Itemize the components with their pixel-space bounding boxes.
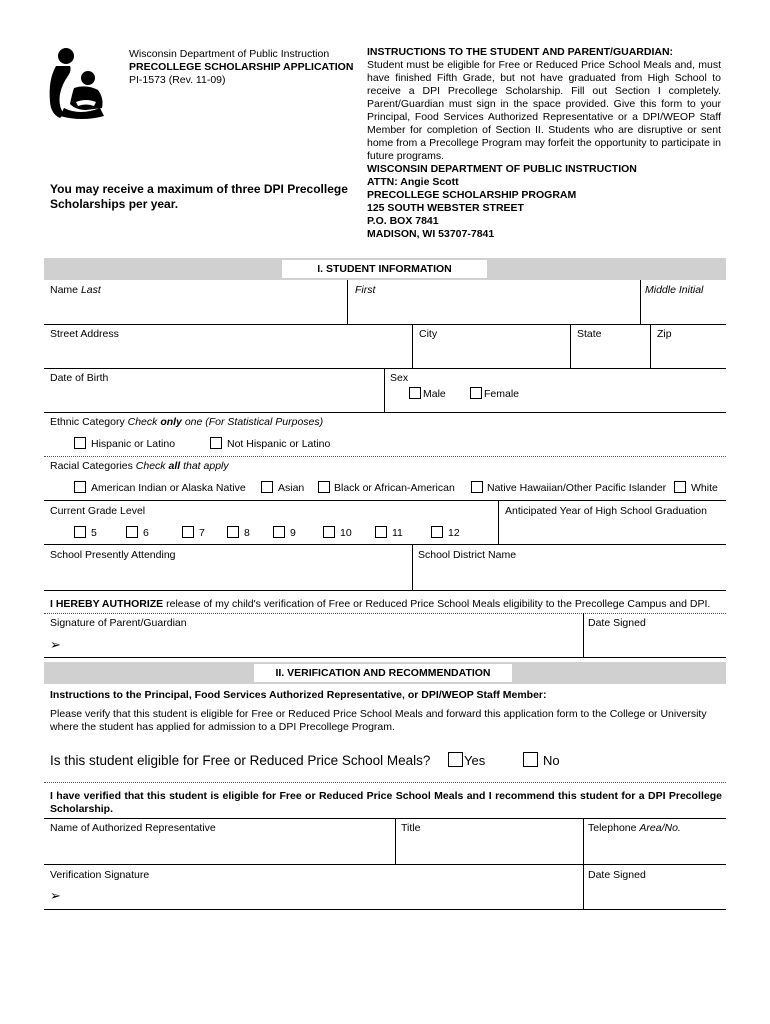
instructions-body: Student must be eligible for Free or Reduced Price School Meals and, must have finished Fifth Grade, but not have graduated from High School to receive a DPI Precollege Scholarship. Fill out Section I completely. Parent/Guardian must sign in the space provided. Give this form to your Principal, Food Services Authorized Representative or a DPI/WEOP Staff Member for completion of Section II. Students who are disruptive or sent home from a Precollege Program may forfeit the opportunity to participate in future programs. [367,59,721,162]
school-attending-label: School Presently Attending [50,549,176,561]
race-white-label: White [691,482,718,494]
address-line-3: PRECOLLEGE SCHOLARSHIP PROGRAM [367,189,577,201]
authorized-rep-name-label: Name of Authorized Representative [50,822,216,834]
grade-9-label: 9 [290,527,296,539]
male-label: Male [423,388,446,400]
grade-9-checkbox[interactable] [273,526,285,538]
address-line-6: MADISON, WI 53707-7841 [367,228,495,240]
authorize-statement: I HEREBY AUTHORIZE release of my child's verification of Free or Reduced Price School Meals eligibility to the Precollege Campus and DPI. [50,598,711,610]
verification-signature-label: Verification Signature [50,869,150,881]
city-field[interactable] [414,342,569,368]
female-checkbox[interactable] [470,387,482,399]
hispanic-checkbox[interactable] [74,437,86,449]
race-black-checkbox[interactable] [318,481,330,493]
address-line-2: ATTN: Angie Scott [367,176,459,188]
current-grade-label: Current Grade Level [50,505,146,517]
verified-statement: I have verified that this student is eligible for Free or Reduced Price School Meals and I recommend this student for a DPI Precollege Scholarship. [50,790,722,815]
grade-6-label: 6 [143,527,149,539]
school-district-field[interactable] [414,563,726,590]
rep-title-label: Title [401,822,421,834]
school-attending-field[interactable] [44,563,411,590]
instructions-title: INSTRUCTIONS TO THE STUDENT AND PARENT/GUARDIAN: [367,46,674,58]
eligible-no-checkbox[interactable] [523,752,538,767]
street-address-field[interactable] [44,342,411,368]
racial-categories-label: Racial Categories Check all that apply [50,460,229,472]
agency-name: Wisconsin Department of Public Instruction [129,48,330,60]
eligible-no-label: No [543,753,560,768]
female-label: Female [484,388,520,400]
grade-6-checkbox[interactable] [126,526,138,538]
name-label: Name Last [50,284,101,296]
max-scholarship-notice: You may receive a maximum of three DPI Precollege Scholarships per year. [50,182,348,211]
sex-label: Sex [390,372,409,384]
grade-8-label: 8 [244,527,250,539]
parent-date-signed-field[interactable] [585,632,726,656]
grade-12-label: 12 [448,527,460,539]
grade-8-checkbox[interactable] [227,526,239,538]
grade-10-label: 10 [340,527,352,539]
school-district-label: School District Name [418,549,517,561]
address-line-4: 125 SOUTH WEBSTER STREET [367,202,524,214]
graduation-year-field[interactable] [500,520,726,544]
last-name-field[interactable] [44,298,346,324]
race-asian-checkbox[interactable] [261,481,273,493]
parent-child-reading-logo-icon [46,46,108,120]
authorized-rep-name-field[interactable] [44,837,394,864]
first-name-field[interactable] [349,298,639,324]
race-asian-label: Asian [278,482,305,494]
section2-instructions-title: Instructions to the Principal, Food Services Authorized Representative, or DPI/WEOP Staff Member: [50,689,547,701]
race-american-indian-label: American Indian or Alaska Native [91,482,246,494]
grade-10-checkbox[interactable] [323,526,335,538]
section2-title: II. VERIFICATION AND RECOMMENDATION [254,664,512,682]
parent-signature-field[interactable] [68,632,582,656]
form-title: PRECOLLEGE SCHOLARSHIP APPLICATION [129,61,354,73]
rep-title-field[interactable] [397,837,582,864]
telephone-label: Telephone Area/No. [588,822,681,834]
city-label: City [419,328,438,340]
address-line-1: WISCONSIN DEPARTMENT OF PUBLIC INSTRUCTION [367,163,637,175]
first-name-label: First [355,284,376,296]
state-field[interactable] [572,342,649,368]
eligible-yes-checkbox[interactable] [448,752,463,767]
graduation-year-label: Anticipated Year of High School Graduation [505,505,707,517]
race-american-indian-checkbox[interactable] [74,481,86,493]
parent-date-signed-label: Date Signed [588,617,646,629]
verification-signature-field[interactable] [68,884,582,908]
middle-initial-field[interactable] [642,298,726,324]
section1-title: I. STUDENT INFORMATION [282,260,487,278]
eligibility-question: Is this student eligible for Free or Reduced Price School Meals? [50,753,431,768]
zip-label: Zip [657,328,672,340]
grade-5-label: 5 [91,527,97,539]
telephone-field[interactable] [585,837,726,864]
grade-7-label: 7 [199,527,205,539]
not-hispanic-label: Not Hispanic or Latino [227,438,331,450]
ethnic-category-label: Ethnic Category Check only one (For Statistical Purposes) [50,416,324,428]
grade-5-checkbox[interactable] [74,526,86,538]
race-black-label: Black or African-American [334,482,455,494]
section2-instructions-body: Please verify that this student is eligible for Free or Reduced Price School Meals and forward this application form to the College or University where the student has applied for admission to a DPI Precollege Program. [50,708,707,733]
middle-initial-label: Middle Initial [645,284,704,296]
grade-11-label: 11 [392,527,403,539]
verification-date-signed-label: Date Signed [588,869,646,881]
date-of-birth-label: Date of Birth [50,372,109,384]
state-label: State [577,328,602,340]
street-address-label: Street Address [50,328,119,340]
not-hispanic-checkbox[interactable] [210,437,222,449]
zip-field[interactable] [652,342,726,368]
male-checkbox[interactable] [409,387,421,399]
section1-band [44,258,726,280]
section2-band [44,662,726,684]
arrowhead-signature-icon: ➢ [50,637,61,652]
parent-signature-label: Signature of Parent/Guardian [50,617,187,629]
verification-date-signed-field[interactable] [585,884,726,908]
hispanic-label: Hispanic or Latino [91,438,176,450]
race-native-hawaiian-label: Native Hawaiian/Other Pacific Islander [487,482,667,494]
address-line-5: P.O. BOX 7841 [367,215,439,227]
grade-7-checkbox[interactable] [182,526,194,538]
grade-12-checkbox[interactable] [431,526,443,538]
race-white-checkbox[interactable] [674,481,686,493]
eligible-yes-label: Yes [464,753,486,768]
arrowhead-signature-icon: ➢ [50,888,61,903]
grade-11-checkbox[interactable] [375,526,387,538]
race-native-hawaiian-checkbox[interactable] [471,481,483,493]
date-of-birth-field[interactable] [44,386,384,412]
form-number: PI-1573 (Rev. 11-09) [129,74,226,86]
